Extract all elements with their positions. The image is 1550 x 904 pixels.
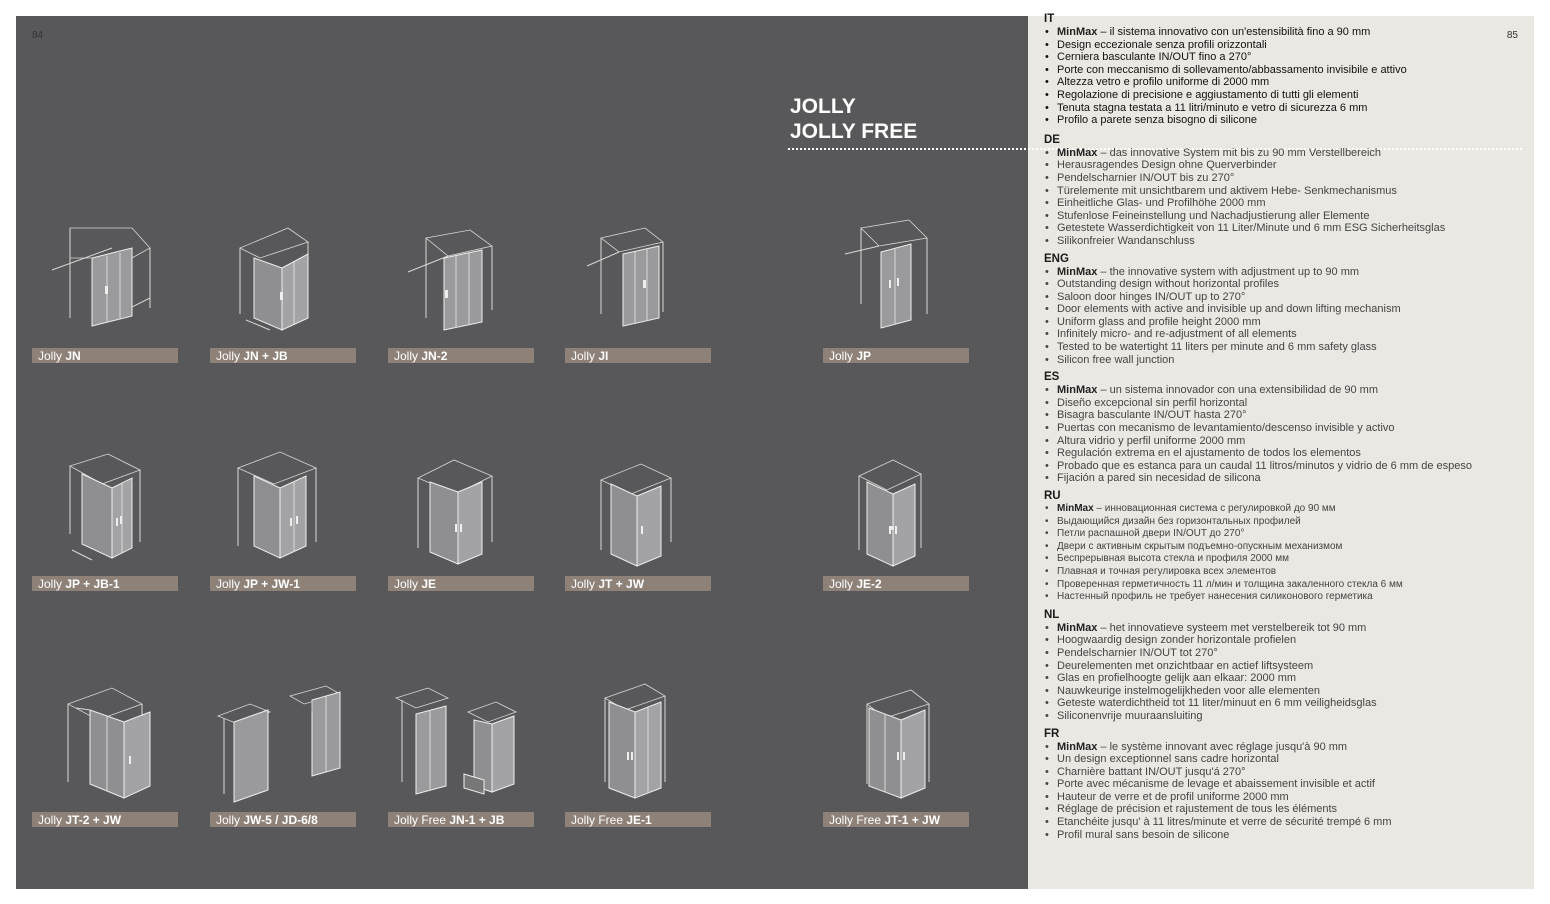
product-label: Jolly JN + JB [210,348,356,363]
product-label: Jolly Free JE-1 [565,812,711,827]
lang-heading: DE [1044,133,1060,146]
feature-item: • Saloon door hinges IN/OUT up to 270° [1044,291,1524,304]
product-jolly-free-je-1[interactable] [565,682,711,827]
feature-item: • Nauwkeurige instelmogelijkheden voor alle elementen [1044,685,1524,698]
feature-item: • Profil mural sans besoin de silicone [1044,829,1524,842]
feature-item: • Door elements with active and invisible up and down lifting mechanism [1044,303,1524,316]
lang-block-it [1044,12,1524,127]
product-jolly-jn[interactable] [32,218,178,363]
right-page-number: 85 [1506,30,1518,41]
feature-item: • Etanchéite jusqu' à 11 litres/minute et verre de sécurité trempé 6 mm [1044,816,1524,829]
feature-item: • Stufenlose Feineinstellung und Nachadjustierung aller Elemente [1044,210,1524,223]
feature-item: • Charnière battant IN/OUT jusqu'á 270° [1044,766,1524,779]
feature-item: • Silikonfreier Wandanschluss [1044,235,1524,248]
product-label: Jolly JP [823,348,969,363]
product-label: Jolly JN-2 [388,348,534,363]
feature-list [1044,622,1524,723]
shower-je-2-illustration [823,446,969,576]
product-jolly-je-2[interactable] [823,446,969,591]
feature-item: • Porte con meccanismo di sollevamento/abbassamento invisibile e attivo [1044,64,1524,77]
product-label: Jolly JP + JW-1 [210,576,356,591]
product-label: Jolly JW-5 / JD-6/8 [210,812,356,827]
feature-lists [1044,12,1524,845]
product-jolly-free-jt-1-jw[interactable] [823,682,969,827]
lang-block-eng [1044,252,1524,367]
feature-item: • MinMax – un sistema innovador con una extensibilidad de 90 mm [1044,384,1524,397]
feature-item: • Двери с активным скрытым подъемно-опускным механизмом [1044,541,1524,554]
product-label: Jolly Free JN-1 + JB [388,812,534,827]
shower-jp-jb-1-illustration [32,446,178,576]
feature-item: • Проверенная герметичность 11 л/мин и толщина закаленного стекла 6 мм [1044,579,1524,592]
title-line-2: JOLLY FREE [790,120,918,143]
lang-block-ru [1044,489,1524,604]
shower-free-jn-1-jb-illustration [388,682,534,812]
feature-item: • Беспрерывная высота стекла и профиля 2000 мм [1044,553,1524,566]
shower-jn-illustration [32,218,178,348]
feature-item: • Bisagra basculante IN/OUT hasta 270° [1044,409,1524,422]
feature-list [1044,147,1524,248]
product-label: Jolly JE-2 [823,576,969,591]
feature-item: • Infinitely micro- and re-adjustment of all elements [1044,328,1524,341]
product-jolly-jt-jw[interactable] [565,446,711,591]
feature-item: • Pendelscharnier IN/OUT tot 270° [1044,647,1524,660]
feature-item: • Плавная и точная регулировка всех элементов [1044,566,1524,579]
page-title [790,94,917,144]
shower-je-illustration [388,446,534,576]
lang-heading: ENG [1044,252,1069,265]
feature-item: • Probado que es estanca para un caudal 11 litros/minutos y vidrio de 6 mm de espeso [1044,460,1524,473]
feature-list [1044,266,1524,367]
feature-item: • Diseño excepcional sin perfil horizontal [1044,397,1524,410]
feature-item: • Pendelscharnier IN/OUT bis zu 270° [1044,172,1524,185]
feature-item: • Design eccezionale senza profili orizzontali [1044,39,1524,52]
feature-item: • MinMax – het innovatieve systeem met verstelbereik tot 90 mm [1044,622,1524,635]
lang-block-fr [1044,727,1524,842]
product-jolly-jp-jw-1[interactable] [210,446,356,591]
feature-item: • Glas en profielhoogte gelijk aan elkaar: 2000 mm [1044,672,1524,685]
shower-jp-jw-1-illustration [210,446,356,576]
product-jolly-je[interactable] [388,446,534,591]
shower-jt-jw-illustration [565,446,711,576]
product-jolly-jt-2-jw[interactable] [32,682,178,827]
feature-list [1044,384,1524,485]
product-label: Jolly JT-2 + JW [32,812,178,827]
feature-item: • Regulación extrema en el ajustamento de todos los elementos [1044,447,1524,460]
feature-item: • MinMax – il sistema innovativo con un'estensibilità fino a 90 mm [1044,26,1524,39]
lang-heading: FR [1044,727,1060,740]
feature-item: • Silicon free wall junction [1044,354,1524,367]
product-label: Jolly JE [388,576,534,591]
lang-heading: ES [1044,371,1060,384]
product-jolly-jn-jb[interactable] [210,218,356,363]
product-jolly-ji[interactable] [565,218,711,363]
left-page-number: 84 [32,30,44,41]
product-label: Jolly JN [32,348,178,363]
feature-item: • Profilo a parete senza bisogno di silicone [1044,114,1524,127]
product-jolly-jw-5-jd-6-8[interactable] [210,682,356,827]
feature-item: • Tested to be watertight 11 liters per minute and 6 mm safety glass [1044,341,1524,354]
feature-item: • Выдающийся дизайн без горизонтальных профилей [1044,516,1524,529]
lang-block-es [1044,370,1524,485]
feature-item: • Réglage de précision et rajustement de tous les éléments [1044,803,1524,816]
title-line-1: JOLLY [790,95,856,118]
product-jolly-jp[interactable] [823,218,969,363]
feature-item: • Настенный профиль не требует нанесения силиконового герметика [1044,591,1524,604]
product-jolly-jp-jb-1[interactable] [32,446,178,591]
lang-heading: RU [1044,490,1061,502]
feature-item: • Cerniera basculante IN/OUT fino a 270° [1044,51,1524,64]
shower-free-je-1-illustration [565,682,711,812]
shower-ji-illustration [565,218,711,348]
feature-item: • Deurelementen met onzichtbaar en actief liftsysteem [1044,660,1524,673]
left-page [16,16,1028,889]
feature-list [1044,741,1524,842]
lang-block-de [1044,133,1524,248]
feature-item: • Altezza vetro e profilo uniforme di 2000 mm [1044,76,1524,89]
product-jolly-jn-2[interactable] [388,218,534,363]
product-label: Jolly JT + JW [565,576,711,591]
feature-item: • Uniform glass and profile height 2000 mm [1044,316,1524,329]
shower-jp-illustration [823,218,969,348]
shower-jn-jb-illustration [210,218,356,348]
shower-free-jt-1-jw-illustration [823,682,969,812]
shower-jt-2-jw-illustration [32,682,178,812]
feature-item: • Puertas con mecanismo de levantamiento/descenso invisible y activo [1044,422,1524,435]
feature-item: • Fijación a pared sin necesidad de silicona [1044,472,1524,485]
feature-item: • MinMax – das innovative System mit bis zu 90 mm Verstellbereich [1044,147,1524,160]
feature-item: • Outstanding design without horizontal profiles [1044,278,1524,291]
feature-item: • Tenuta stagna testata a 11 litri/minuto e vetro di sicurezza 6 mm [1044,102,1524,115]
feature-item: • Herausragendes Design ohne Querverbinder [1044,159,1524,172]
feature-list [1044,503,1524,604]
feature-item: • Hoogwaardig design zonder horizontale profielen [1044,634,1524,647]
feature-item: • Un design exceptionnel sans cadre horizontal [1044,753,1524,766]
feature-item: • Geteste waterdichtheid tot 11 liter/minuut en 6 mm veiligheidsglas [1044,697,1524,710]
feature-list [1044,26,1524,127]
feature-item: • Altura vidrio y perfil uniforme 2000 mm [1044,435,1524,448]
feature-item: • MinMax – the innovative system with adjustment up to 90 mm [1044,266,1524,279]
product-label: Jolly JP + JB-1 [32,576,178,591]
feature-item: • Einheitliche Glas- und Profilhöhe 2000 mm [1044,197,1524,210]
feature-item: • MinMax – инновационная система с регулировкой до 90 мм [1044,503,1524,516]
feature-item: • Hauteur de verre et de profil uniforme 2000 mm [1044,791,1524,804]
lang-heading: IT [1044,13,1055,25]
feature-item: • Türelemente mit unsichtbarem und aktivem Hebe- Senkmechanismus [1044,185,1524,198]
feature-item: • Porte avec mécanisme de levage et abaissement invisible et actif [1044,778,1524,791]
lang-block-nl [1044,608,1524,723]
lang-heading: NL [1044,608,1060,621]
shower-jn-2-illustration [388,218,534,348]
shower-jw-5-jd-6-8-illustration [210,682,356,812]
feature-item: • MinMax – le système innovant avec réglage jusqu'à 90 mm [1044,741,1524,754]
product-label: Jolly JI [565,348,711,363]
product-label: Jolly Free JT-1 + JW [823,812,969,827]
feature-item: • Петли распашной двери IN/OUT до 270° [1044,528,1524,541]
feature-item: • Regolazione di precisione e aggiustamento di tutti gli elementi [1044,89,1524,102]
feature-item: • Siliconenvrije muuraansluiting [1044,710,1524,723]
product-jolly-free-jn-1-jb[interactable] [388,682,534,827]
feature-item: • Getestete Wasserdichtigkeit von 11 Liter/Minute und 6 mm ESG Sicherheitsglas [1044,222,1524,235]
